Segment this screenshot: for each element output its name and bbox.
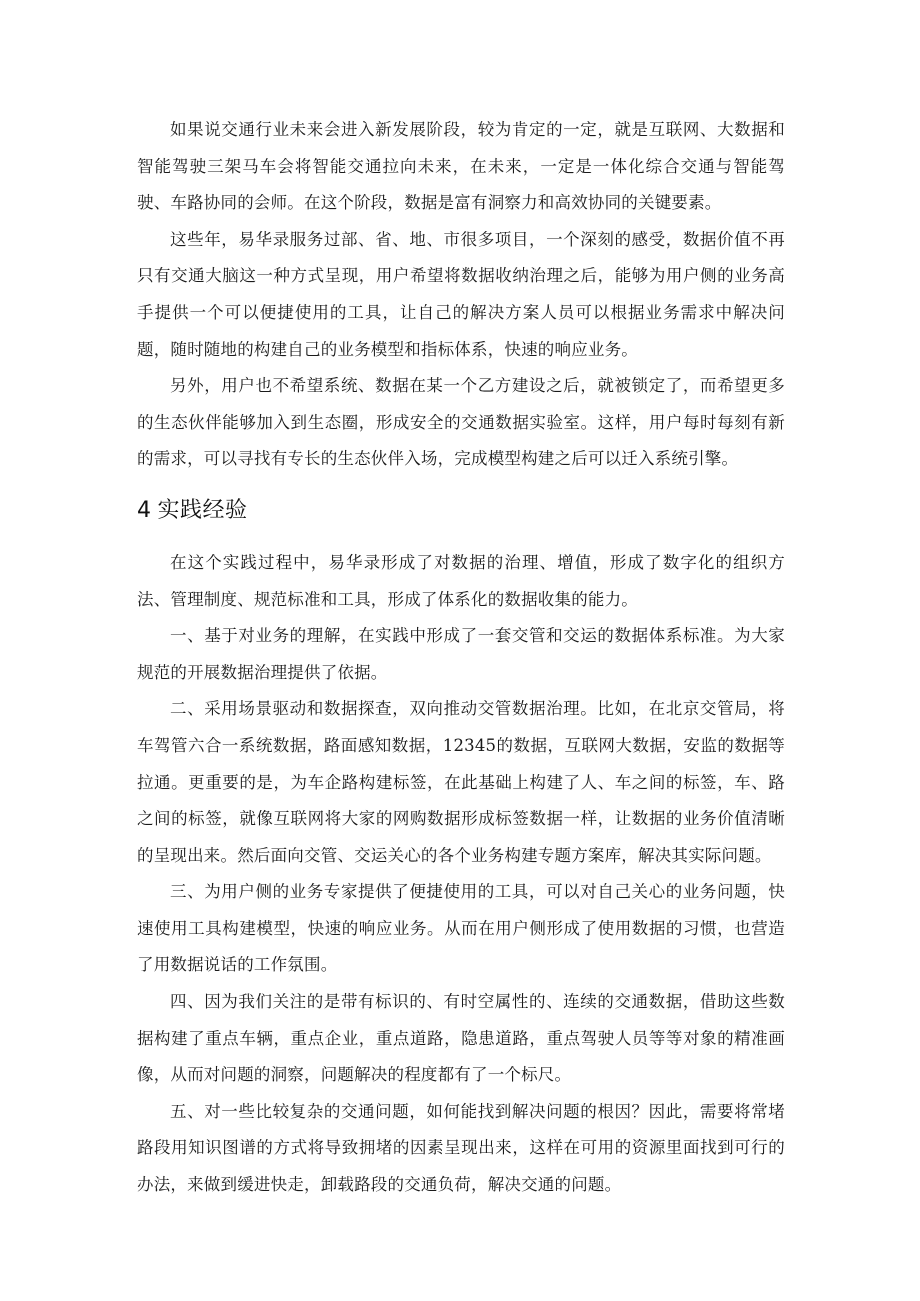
paragraph-intro-3: 另外，用户也不希望系统、数据在某一个乙方建设之后，就被锁定了，而希望更多的生态伙伴能够加入到生态圈，形成安全的交通数据实验室。这样，用户每时每刻有新的需求，可以寻找有专长的生态伙伴入场，完成模型构建之后可以迁入系统引擎。	[137, 376, 785, 469]
paragraph-section-3: 二、采用场景驱动和数据探查，双向推动交管数据治理。比如，在北京交管局，将车驾管六合一系统数据，路面感知数据，12345的数据，互联网大数据，安监的数据等拉通。更重要的是，为车企路构建标签，在此基础上构建了人、车之间的标签，车、路之间的标签，就像互联网将大家的网购数据形成标签数据一样，让数据的业务价值清晰的呈现出来。然后面向交管、交运关心的各个业务构建专题方案库，解决其实际问题。	[137, 699, 785, 865]
section-heading	[137, 495, 785, 527]
section-title: 实践经验	[157, 497, 248, 523]
paragraph-intro-2: 这些年，易华录服务过部、省、地、市很多项目，一个深刻的感受，数据价值不再只有交通大脑这一种方式呈现，用户希望将数据收纳治理之后，能够为用户侧的业务高手提供一个可以便捷使用的工具，让自己的解决方案人员可以根据业务需求中解决问题，随时随地的构建自己的业务模型和指标体系，快速的响应业务。	[137, 229, 785, 359]
paragraph-section-1: 在这个实践过程中，易华录形成了对数据的治理、增值，形成了数字化的组织方法、管理制度、规范标准和工具，形成了体系化的数据收集的能力。	[137, 552, 785, 609]
paragraph-section-4: 三、为用户侧的业务专家提供了便捷使用的工具，可以对自己关心的业务问题，快速使用工具构建模型，快速的响应业务。从而在用户侧形成了使用数据的习惯，也营造了用数据说话的工作氛围。	[137, 882, 785, 975]
paragraph-section-2: 一、基于对业务的理解，在实践中形成了一套交管和交运的数据体系标准。为大家规范的开展数据治理提供了依据。	[137, 626, 785, 682]
paragraph-intro-1: 如果说交通行业未来会进入新发展阶段，较为肯定的一定，就是互联网、大数据和智能驾驶三架马车会将智能交通拉向未来，在未来，一定是一体化综合交通与智能驾驶、车路协同的会师。在这个阶段，数据是富有洞察力和高效协同的关键要素。	[137, 120, 785, 213]
section-number: 4	[137, 497, 152, 523]
paragraph-section-6: 五、对一些比较复杂的交通问题，如何能找到解决问题的根因？因此，需要将常堵路段用知识图谱的方式将导致拥堵的因素呈现出来，这样在可用的资源里面找到可行的办法，来做到缓进快走，卸载路段的交通负荷，解决交通的问题。	[137, 1101, 785, 1195]
paragraph-section-5: 四、因为我们关注的是带有标识的、有时空属性的、连续的交通数据，借助这些数据构建了重点车辆，重点企业，重点道路，隐患道路，重点驾驶人员等等对象的精准画像，从而对问题的洞察，问题解决的程度都有了一个标尺。	[137, 992, 785, 1085]
document-body	[137, 112, 785, 1204]
